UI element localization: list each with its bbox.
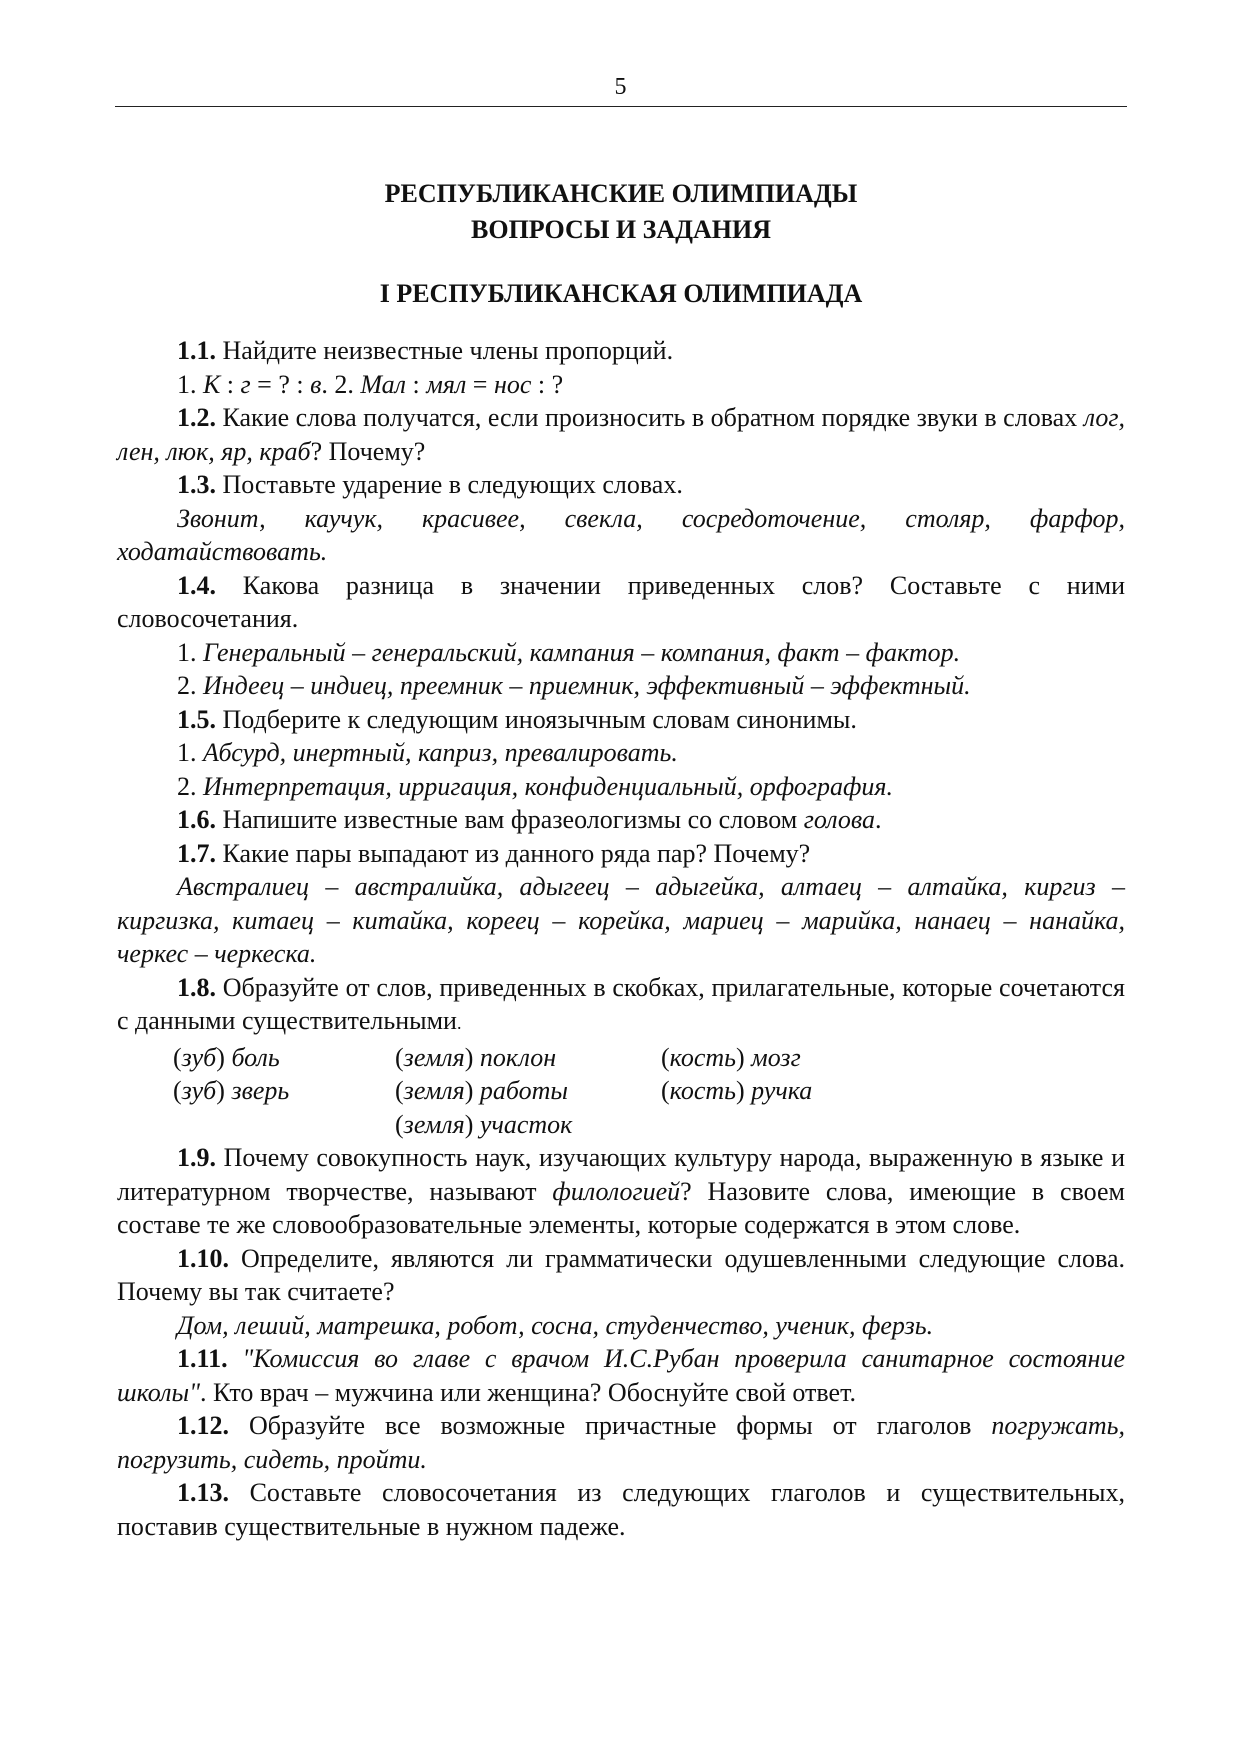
- bracket: ): [216, 1076, 225, 1105]
- question-text-tail: ? Назовите слова, имеющие в своем составе те же словообразовательные элементы, которые содержатся в этом слове.: [117, 1176, 1125, 1239]
- noun-word: ручка: [744, 1076, 813, 1105]
- bracket: ): [464, 1076, 474, 1105]
- word-grid-row: [173, 1108, 812, 1142]
- bracket: (: [395, 1109, 404, 1139]
- question-text: Образуйте от слов, приведенных в скобках, прилагательные, которые сочетаются с данными существительными: [117, 972, 1125, 1035]
- list-prefix: 1.: [177, 637, 203, 667]
- page-content: [117, 176, 1125, 1543]
- italic-segment: мял: [426, 369, 467, 399]
- example-words: Абсурд, инертный, каприз, превалировать.: [203, 738, 678, 767]
- question-1-4: [117, 569, 1125, 636]
- word-grid-cell: [173, 1074, 395, 1108]
- question-1-3: [117, 468, 1125, 502]
- text-segment: :: [220, 369, 241, 399]
- bracket: (: [661, 1042, 670, 1072]
- example-words: Звонит, каучук, красивее, свекла, сосредоточение, столяр, фарфор, ходатайствовать.: [117, 503, 1125, 566]
- main-title-line1: РЕСПУБЛИКАНСКИЕ ОЛИМПИАДЫ: [384, 179, 858, 208]
- question-text: Какова разница в значении приведенных слов? Составьте с ними словосочетания.: [117, 570, 1125, 633]
- noun-word: участок: [473, 1109, 573, 1139]
- header-rule: [115, 106, 1127, 107]
- question-number: 1.13.: [177, 1478, 229, 1507]
- noun-word: поклон: [473, 1042, 557, 1072]
- question-number: 1.10.: [177, 1243, 229, 1273]
- question-number: 1.12.: [177, 1411, 229, 1440]
- question-number: 1.7.: [177, 838, 216, 868]
- root-word: зуб: [181, 1042, 217, 1072]
- word-grid-row: [173, 1074, 812, 1108]
- title-spacer: [117, 248, 1125, 276]
- question-1-13: [117, 1476, 1125, 1543]
- italic-segment: г: [240, 369, 251, 399]
- question-1-5: [117, 703, 1125, 737]
- question-number: 1.9.: [177, 1143, 216, 1172]
- question-number: 1.5.: [177, 704, 216, 734]
- root-word: кость: [669, 1076, 736, 1105]
- question-1-10-words: [117, 1309, 1125, 1343]
- word-grid-row: [173, 1041, 812, 1075]
- text-segment: = ? :: [250, 369, 311, 399]
- section-title: I РЕСПУБЛИКАНСКАЯ ОЛИМПИАДА: [379, 279, 863, 308]
- main-title-line2: ВОПРОСЫ И ЗАДАНИЯ: [471, 215, 771, 244]
- page-number: 5: [614, 74, 627, 100]
- list-prefix: 2.: [177, 771, 203, 801]
- italic-segment: К: [203, 369, 221, 399]
- bracket: (: [173, 1076, 182, 1105]
- example-words: Дом, леший, матрешка, робот, сосна, студенчество, ученик, ферзь.: [177, 1310, 934, 1340]
- list-prefix: 2.: [177, 671, 203, 700]
- question-1-7: [117, 837, 1125, 871]
- question-text-tail: ? Почему?: [310, 436, 426, 466]
- question-1-1: [117, 334, 1125, 368]
- example-word: голова: [803, 805, 875, 834]
- bracket: ): [216, 1042, 225, 1072]
- bracket: ): [464, 1042, 474, 1072]
- question-1-8: [117, 971, 1125, 1041]
- noun-word: зверь: [224, 1076, 290, 1105]
- text-segment: . 2.: [321, 369, 361, 399]
- word-grid-cell: [395, 1074, 661, 1108]
- question-number: 1.11.: [177, 1344, 228, 1373]
- question-text: Какие слова получатся, если произносить в обратном порядке звуки в словах: [216, 403, 1084, 432]
- question-1-4-list-1: [117, 636, 1125, 670]
- italic-segment: нос: [493, 369, 532, 399]
- question-number: 1.2.: [177, 403, 216, 432]
- question-text-tail: .: [456, 1013, 462, 1033]
- question-text: Составьте словосочетания из следующих глаголов и существительных, поставив существительные в нужном падеже.: [117, 1478, 1125, 1541]
- word-grid-cell-empty: [661, 1108, 812, 1142]
- question-text: Определите, являются ли грамматически одушевленными следующие слова. Почему вы так считаете?: [117, 1243, 1125, 1306]
- text-segment: =: [466, 369, 494, 399]
- text-segment: :: [406, 369, 427, 399]
- question-text: Напишите известные вам фразеологизмы со словом: [216, 805, 804, 834]
- italic-segment: Мал: [360, 369, 407, 399]
- bracket: (: [395, 1042, 404, 1072]
- noun-word: работы: [473, 1076, 569, 1105]
- example-words: лог, лен, люк, яр, краб: [117, 403, 1125, 466]
- question-text-tail: .: [875, 805, 882, 834]
- quoted-sentence: "Комиссия во главе с врачом И.С.Рубан проверила санитарное состояние школы": [117, 1344, 1125, 1407]
- bracket: (: [661, 1076, 670, 1105]
- example-words: Индеец – индиец, преемник – приемник, эффективный – эффектный.: [203, 671, 971, 700]
- bracket: (: [173, 1042, 182, 1072]
- question-number: 1.4.: [177, 570, 216, 600]
- example-words: погружать, погрузить, сидеть, пройти.: [117, 1411, 1125, 1474]
- word-grid-cell: [661, 1074, 812, 1108]
- question-number: 1.3.: [177, 470, 216, 499]
- question-number: 1.1.: [177, 336, 216, 365]
- question-text: Подберите к следующим иноязычным словам синонимы.: [216, 704, 857, 734]
- word-grid-cell: [661, 1041, 812, 1075]
- question-text: Найдите неизвестные члены пропорций.: [216, 336, 674, 365]
- question-1-6: [117, 803, 1125, 837]
- bracket: ): [736, 1076, 745, 1105]
- question-text: Поставьте ударение в следующих словах.: [216, 470, 683, 499]
- word-grid-cell-empty: [173, 1108, 395, 1142]
- noun-word: боль: [224, 1042, 280, 1072]
- question-number: 1.8.: [177, 972, 216, 1002]
- example-words: Интерпретация, ирригация, конфиденциальный, орфография.: [203, 771, 894, 801]
- bracket: ): [464, 1109, 474, 1139]
- example-word: филологией: [552, 1176, 681, 1206]
- question-1-7-words: [117, 870, 1125, 971]
- root-word: земля: [403, 1076, 465, 1105]
- word-grid-cell: [395, 1108, 661, 1142]
- bracket: ): [736, 1042, 745, 1072]
- word-grid: [173, 1041, 812, 1142]
- example-words: Австралиец – австралийка, адыгеец – адыгейка, алтаец – алтайка, киргиз – киргизка, китаец – китайка, кореец – корейка, мариец – марийка, нанаец – нанайка, черкес – черкеска.: [117, 872, 1125, 968]
- question-number: 1.6.: [177, 805, 216, 834]
- list-prefix: 1.: [177, 738, 203, 767]
- bracket: (: [395, 1076, 404, 1105]
- root-word: кость: [669, 1042, 736, 1072]
- word-grid-cell: [173, 1041, 395, 1075]
- question-1-11: [117, 1342, 1125, 1409]
- italic-segment: в: [310, 369, 322, 399]
- question-text: Образуйте все возможные причастные формы от глаголов: [229, 1411, 992, 1440]
- question-1-4-list-2: [117, 669, 1125, 703]
- question-1-5-list-2: [117, 770, 1125, 804]
- question-text-tail: . Кто врач – мужчина или женщина? Обоснуйте свой ответ.: [200, 1377, 856, 1407]
- text-segment: 1.: [177, 369, 203, 399]
- word-grid-cell: [395, 1041, 661, 1075]
- question-1-5-list-1: [117, 736, 1125, 770]
- noun-word: мозг: [744, 1042, 801, 1072]
- question-text: Почему совокупность наук, изучающих культуру народа, выраженную в языке и литературном творчестве, называют: [117, 1143, 1125, 1206]
- question-text: Какие пары выпадают из данного ряда пар? Почему?: [216, 838, 811, 868]
- root-word: земля: [403, 1042, 465, 1072]
- question-1-10: [117, 1242, 1125, 1309]
- question-1-3-words: [117, 502, 1125, 569]
- example-words: Генеральный – генеральский, кампания – компания, факт – фактор.: [203, 637, 961, 667]
- root-word: земля: [403, 1109, 465, 1139]
- question-1-12: [117, 1409, 1125, 1476]
- question-1-1-proportions: [117, 368, 1125, 402]
- text-segment: : ?: [531, 369, 564, 399]
- question-1-9: [117, 1141, 1125, 1242]
- question-1-2: [117, 401, 1125, 468]
- root-word: зуб: [181, 1076, 217, 1105]
